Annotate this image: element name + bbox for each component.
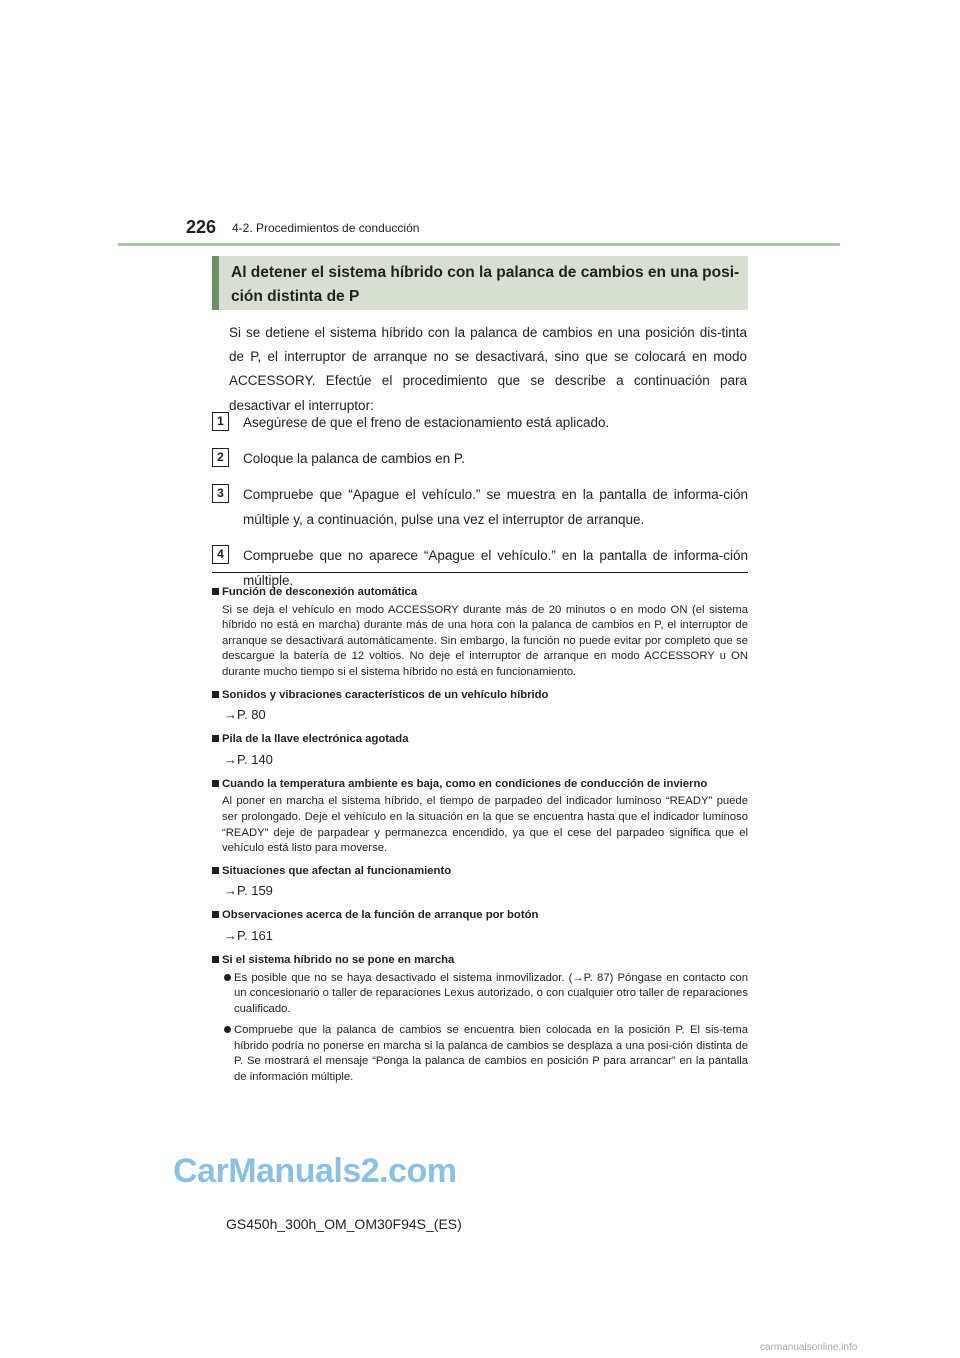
note	[212, 777, 748, 857]
bullet-dot-icon	[224, 974, 231, 981]
step-number: 3	[212, 484, 229, 503]
note	[212, 688, 748, 726]
page-reference: →P. 80	[224, 707, 266, 723]
steps-list	[212, 410, 748, 593]
note-title: Situaciones que afectan al funcionamiento	[212, 864, 748, 880]
note	[212, 908, 748, 946]
bullet-text: Compruebe que la palanca de cambios se encuentra bien colocada en la posición P. El sis-tema híbrido podría no ponerse en marcha si la palanca de cambios se desplaza a una posi-ción distinta de P. Se mostrará el mensaje “Ponga la palanca de cambios en posición P para arrancar” en la pantalla de información múltiple.	[234, 1024, 748, 1084]
step-number: 1	[212, 412, 229, 431]
note-body: Si se deja el vehículo en modo ACCESSORY durante más de 20 minutos o en modo ON (el sistema híbrido no está en marcha) durante más de una hora con la palanca de cambios en P, el interruptor de arranque se desactivará automáticamente. Sin embargo, la función no puede evitar por completo que se descargue la batería de 12 voltios. No deje el interruptor de arranque en modo ACCESSORY u ON durante mucho tiempo si el sistema híbrido no está en funcionamiento.	[222, 603, 748, 678]
step-text: Asegúrese de que el freno de estacionamiento está aplicado.	[243, 415, 610, 430]
note-title: Cuando la temperatura ambiente es baja, como en condiciones de conducción de invierno	[212, 777, 748, 793]
watermark-logo: CarManuals2.com	[173, 1152, 457, 1190]
step-number: 2	[212, 448, 229, 467]
note-title: Función de desconexión automática	[212, 585, 748, 601]
section-heading: Al detener el sistema híbrido con la palanca de cambios en una posi-ción distinta de P	[212, 256, 748, 310]
page-reference: →P. 161	[224, 927, 273, 943]
note	[212, 953, 748, 1086]
notes-divider	[212, 572, 748, 573]
step-item	[212, 410, 748, 435]
footer-document-code: GS450h_300h_OM_OM30F94S_(ES)	[226, 1216, 462, 1232]
step-text: Coloque la palanca de cambios en P.	[243, 451, 465, 466]
bullet-item	[212, 971, 748, 1018]
bullet-item	[212, 1023, 748, 1085]
step-number: 4	[212, 545, 229, 564]
note-body: Al poner en marcha el sistema híbrido, el tiempo de parpadeo del indicador luminoso “READY” puede ser prolongado. Deje el vehículo en la situación en la que se encuentra hasta que el indicador luminoso “READY” deje de parpadear y permanezca encendido, ya que el cese del parpadeo significa que el vehículo está listo para moverse.	[222, 795, 748, 855]
note	[212, 732, 748, 770]
step-text: Compruebe que no aparece “Apague el vehículo.” en la pantalla de informa-ción múltiple.	[243, 548, 748, 588]
notes-section	[212, 585, 748, 1093]
note-title: Pila de la llave electrónica agotada	[212, 732, 748, 748]
step-item	[212, 446, 748, 471]
page-number: 226	[186, 217, 217, 237]
note-title: Si el sistema híbrido no se pone en marcha	[212, 953, 748, 969]
page-reference: →P. 140	[224, 751, 273, 767]
section-header: 4-2. Procedimientos de conducción	[232, 221, 420, 235]
header-rule	[118, 243, 840, 246]
step-text: Compruebe que “Apague el vehículo.” se muestra en la pantalla de informa-ción múltiple y, a continuación, pulse una vez el interruptor de arranque.	[243, 487, 748, 527]
note	[212, 864, 748, 902]
intro-paragraph: Si se detiene el sistema híbrido con la palanca de cambios en una posición dis-tinta de P, el interruptor de arranque no se desactivará, sino que se colocará en modo ACCESSORY. Efectúe el procedimiento que se describe a continuación para desactivar el interruptor:	[229, 325, 747, 413]
note-title: Observaciones acerca de la función de arranque por botón	[212, 908, 748, 924]
bullet-text: Es posible que no se haya desactivado el sistema inmovilizador. (→P. 87) Póngase en contacto con un concesionario o taller de reparaciones Lexus autorizado, o con cualquier otro taller de reparaciones cualificado.	[234, 971, 748, 1015]
note-title: Sonidos y vibraciones característicos de un vehículo híbrido	[212, 688, 748, 704]
footer-watermark: carmanualsonline.info	[760, 1342, 858, 1353]
note	[212, 585, 748, 681]
step-item	[212, 482, 748, 532]
bullet-dot-icon	[224, 1026, 231, 1033]
page-reference: →P. 159	[224, 883, 273, 899]
